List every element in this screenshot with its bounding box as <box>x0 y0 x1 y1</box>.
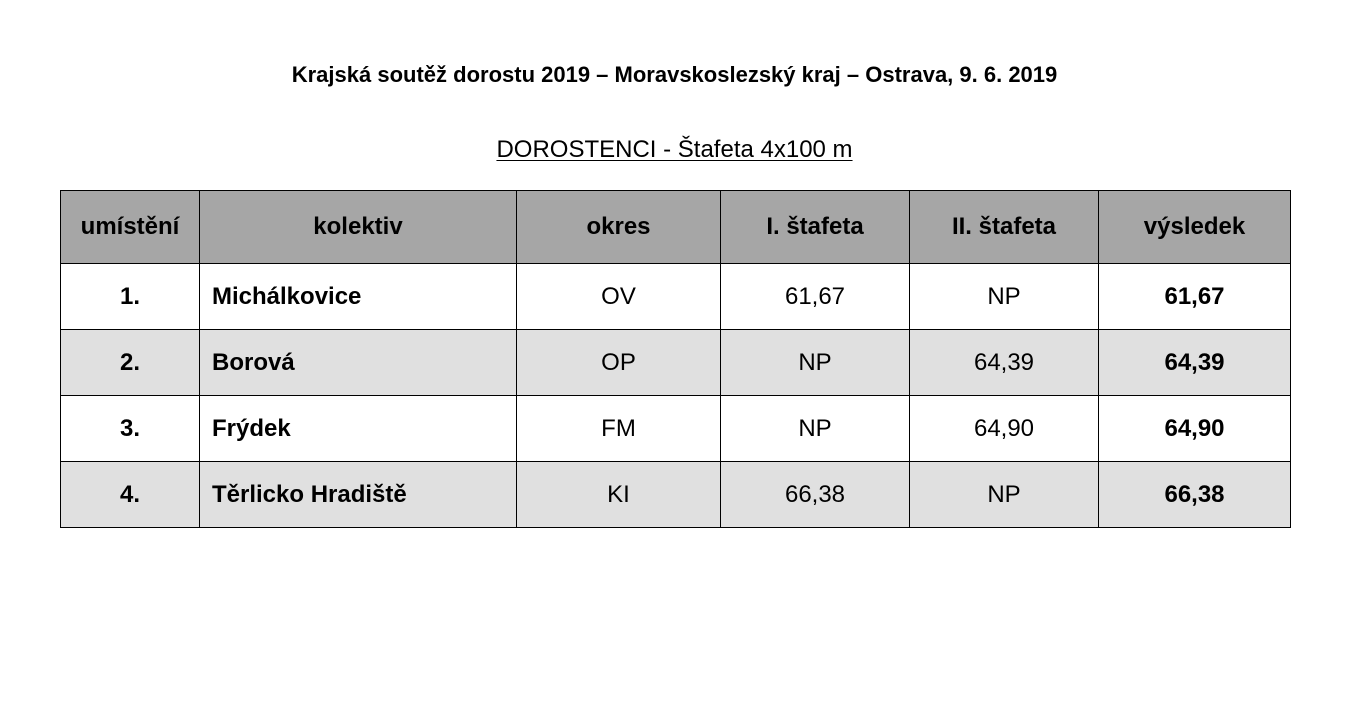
cell-rank: 2. <box>61 330 200 396</box>
cell-rank: 1. <box>61 264 200 330</box>
header-team: kolektiv <box>200 191 517 264</box>
cell-relay2: NP <box>910 462 1099 528</box>
cell-relay2: 64,90 <box>910 396 1099 462</box>
header-relay1: I. štafeta <box>721 191 910 264</box>
cell-relay1: NP <box>721 396 910 462</box>
subtitle-text: DOROSTENCI - Štafeta 4x100 m <box>496 136 853 163</box>
page-title: Krajská soutěž dorostu 2019 – Moravskoslezský kraj – Ostrava, 9. 6. 2019 <box>291 62 1058 87</box>
cell-team: Borová <box>200 330 517 396</box>
cell-district: KI <box>517 462 721 528</box>
header-row <box>61 191 1291 264</box>
table-row <box>61 330 1291 396</box>
header-result: výsledek <box>1099 191 1291 264</box>
table-row <box>61 462 1291 528</box>
cell-team: Těrlicko Hradiště <box>200 462 517 528</box>
cell-team: Frýdek <box>200 396 517 462</box>
cell-relay1: 66,38 <box>721 462 910 528</box>
cell-result: 64,90 <box>1099 396 1291 462</box>
table-row <box>61 396 1291 462</box>
subtitle <box>0 134 1349 166</box>
table-header <box>61 191 1291 264</box>
cell-relay2: 64,39 <box>910 330 1099 396</box>
table-row <box>61 264 1291 330</box>
cell-result: 64,39 <box>1099 330 1291 396</box>
cell-district: FM <box>517 396 721 462</box>
header-relay2: II. štafeta <box>910 191 1099 264</box>
cell-relay1: NP <box>721 330 910 396</box>
results-table <box>60 190 1291 528</box>
cell-relay2: NP <box>910 264 1099 330</box>
cell-result: 66,38 <box>1099 462 1291 528</box>
header-district: okres <box>517 191 721 264</box>
cell-rank: 3. <box>61 396 200 462</box>
header-rank: umístění <box>61 191 200 264</box>
cell-district: OP <box>517 330 721 396</box>
cell-rank: 4. <box>61 462 200 528</box>
cell-result: 61,67 <box>1099 264 1291 330</box>
cell-district: OV <box>517 264 721 330</box>
cell-relay1: 61,67 <box>721 264 910 330</box>
table-body <box>61 264 1291 528</box>
cell-team: Michálkovice <box>200 264 517 330</box>
